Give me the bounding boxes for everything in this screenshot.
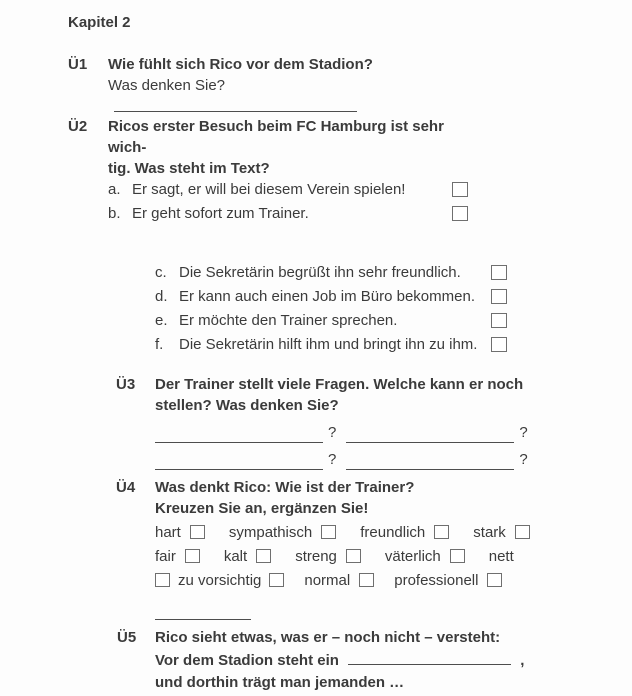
u2-item-f-text: Die Sekretärin hilft ihm und bringt ihn zu ihm.: [179, 336, 478, 353]
u3-question-row-2: [155, 447, 536, 470]
u3-qmark-2: ?: [519, 424, 528, 441]
u3-qmark-3: ?: [328, 451, 337, 468]
u2-item-e-letter: e.: [155, 312, 168, 329]
checkbox-stark[interactable]: [515, 525, 530, 539]
exercise-u3-title-line1: Der Trainer stellt viele Fragen. Welche kann er noch: [155, 376, 524, 393]
u2-item-d-letter: d.: [155, 288, 168, 305]
u4-option-freundlich: [360, 522, 449, 543]
exercise-u3: [116, 374, 536, 470]
checkbox-a[interactable]: [452, 182, 468, 197]
u4-word-professionell: professionell: [394, 571, 479, 589]
u2-item-e-text: Er möchte den Trainer sprechen.: [179, 312, 398, 329]
u5-line2-text: Vor dem Stadion steht ein: [155, 652, 339, 669]
u4-word-nett: nett: [488, 547, 514, 565]
u4-option-streng: [295, 546, 361, 567]
u1-answer-blank[interactable]: [114, 96, 357, 112]
exercise-u3-number: Ü3: [116, 376, 136, 393]
u4-row-3: [155, 569, 536, 591]
u2-item-a-letter: a.: [108, 181, 121, 198]
u4-extra-blank[interactable]: [155, 604, 251, 620]
exercise-u4-title-line1: Was denkt Rico: Wie ist der Trainer?: [155, 479, 415, 496]
u2-item-b-letter: b.: [108, 205, 121, 222]
exercise-u1-title: Wie fühlt sich Rico vor dem Stadion?: [108, 56, 373, 73]
u4-word-freundlich: freundlich: [360, 523, 426, 541]
u4-option-sympathisch: [229, 522, 336, 543]
u4-word-vaeterlich: väterlich: [384, 547, 441, 565]
checkbox-vaeterlich[interactable]: [450, 549, 465, 563]
u4-option-normal: [304, 570, 374, 591]
checkbox-zu-vorsichtig[interactable]: [269, 573, 284, 587]
u4-word-hart: hart: [155, 523, 181, 541]
u2-item-d-text: Er kann auch einen Job im Büro bekommen.: [179, 288, 475, 305]
checkbox-freundlich[interactable]: [434, 525, 449, 539]
checkbox-f[interactable]: [491, 337, 507, 352]
u3-blank-3[interactable]: [155, 454, 323, 470]
u4-row-2: [155, 545, 536, 567]
checkbox-normal[interactable]: [359, 573, 374, 587]
u4-word-normal: normal: [304, 571, 351, 589]
exercise-u2-number: Ü2: [68, 118, 88, 135]
exercise-u1-prompt-line: [108, 75, 468, 118]
u3-question-row-1: [155, 420, 536, 443]
u4-word-streng: streng: [295, 547, 337, 565]
u4-word-kalt: kalt: [223, 547, 248, 565]
u4-option-fair: [155, 546, 200, 567]
u5-line2-comma: ,: [520, 652, 525, 669]
u2-item-c-text: Die Sekretärin begrüßt ihn sehr freundlich.: [179, 264, 461, 281]
u3-blank-1[interactable]: [155, 427, 323, 443]
u4-word-stark: stark: [473, 523, 506, 541]
exercise-u3-title-line2: stellen? Was denken Sie?: [155, 397, 339, 414]
checkbox-sympathisch[interactable]: [321, 525, 336, 539]
u4-option-kalt: [224, 546, 271, 567]
checkbox-nett[interactable]: [155, 573, 170, 587]
u4-option-vaeterlich: [385, 546, 465, 567]
u4-option-professionell: [394, 570, 502, 591]
u5-answer-blank[interactable]: [348, 649, 511, 665]
page-title: Kapitel 2: [68, 14, 131, 31]
exercise-u5-line1: Rico sieht etwas, was er – noch nicht – versteht:: [155, 629, 501, 646]
u2-item-e: [155, 310, 507, 331]
exercise-u5-line3: und dorthin trägt man jemanden …: [155, 674, 405, 691]
checkbox-b[interactable]: [452, 206, 468, 221]
u4-option-hart: [155, 522, 205, 543]
u2-item-d: [155, 286, 507, 307]
u2-item-b-text: Er geht sofort zum Trainer.: [132, 205, 309, 222]
checkbox-c[interactable]: [491, 265, 507, 280]
u2-item-f-letter: f.: [155, 336, 164, 353]
exercise-u4-number: Ü4: [116, 479, 136, 496]
exercise-u4-title-line2: Kreuzen Sie an, ergänzen Sie!: [155, 500, 369, 517]
u3-qmark-1: ?: [328, 424, 337, 441]
exercise-u1-prompt: Was denken Sie?: [108, 77, 226, 94]
u3-qmark-4: ?: [519, 451, 528, 468]
u2-item-c: [155, 262, 507, 283]
u2-item-a-text: Er sagt, er will bei diesem Verein spielen!: [132, 181, 406, 198]
u2-item-c-letter: c.: [155, 264, 167, 281]
exercise-u2-title-line1: Ricos erster Besuch beim FC Hamburg ist sehr wich-: [108, 118, 444, 156]
checkbox-kalt[interactable]: [256, 549, 271, 563]
exercise-u5-number: Ü5: [117, 629, 137, 646]
u4-option-zu-vorsichtig: [155, 570, 284, 591]
u4-row-1: [155, 521, 536, 543]
exercise-u1: [68, 54, 468, 118]
u3-blank-4[interactable]: [346, 454, 514, 470]
u3-blank-2[interactable]: [346, 427, 514, 443]
u2-item-a: [108, 179, 468, 200]
u2-item-b: [108, 203, 468, 224]
exercise-u1-number: Ü1: [68, 56, 88, 73]
checkbox-professionell[interactable]: [487, 573, 502, 587]
u4-word-zu-vorsichtig: zu vorsichtig: [178, 571, 262, 589]
u2-item-f: [155, 334, 507, 355]
u4-word-fair: fair: [155, 547, 176, 565]
checkbox-hart[interactable]: [190, 525, 205, 539]
exercise-u2-title-line2: tig. Was steht im Text?: [108, 160, 270, 177]
exercise-u2: [68, 116, 468, 224]
u4-word-sympathisch: sympathisch: [228, 523, 313, 541]
exercise-u5-line2: [155, 649, 547, 672]
exercise-u5: [117, 627, 547, 694]
exercise-u2-continued: [155, 262, 507, 355]
checkbox-e[interactable]: [491, 313, 507, 328]
u4-extra-line: [155, 604, 536, 626]
exercise-u4: [116, 477, 536, 626]
u4-option-stark: [473, 522, 530, 543]
checkbox-d[interactable]: [491, 289, 507, 304]
checkbox-fair[interactable]: [185, 549, 200, 563]
checkbox-streng[interactable]: [346, 549, 361, 563]
